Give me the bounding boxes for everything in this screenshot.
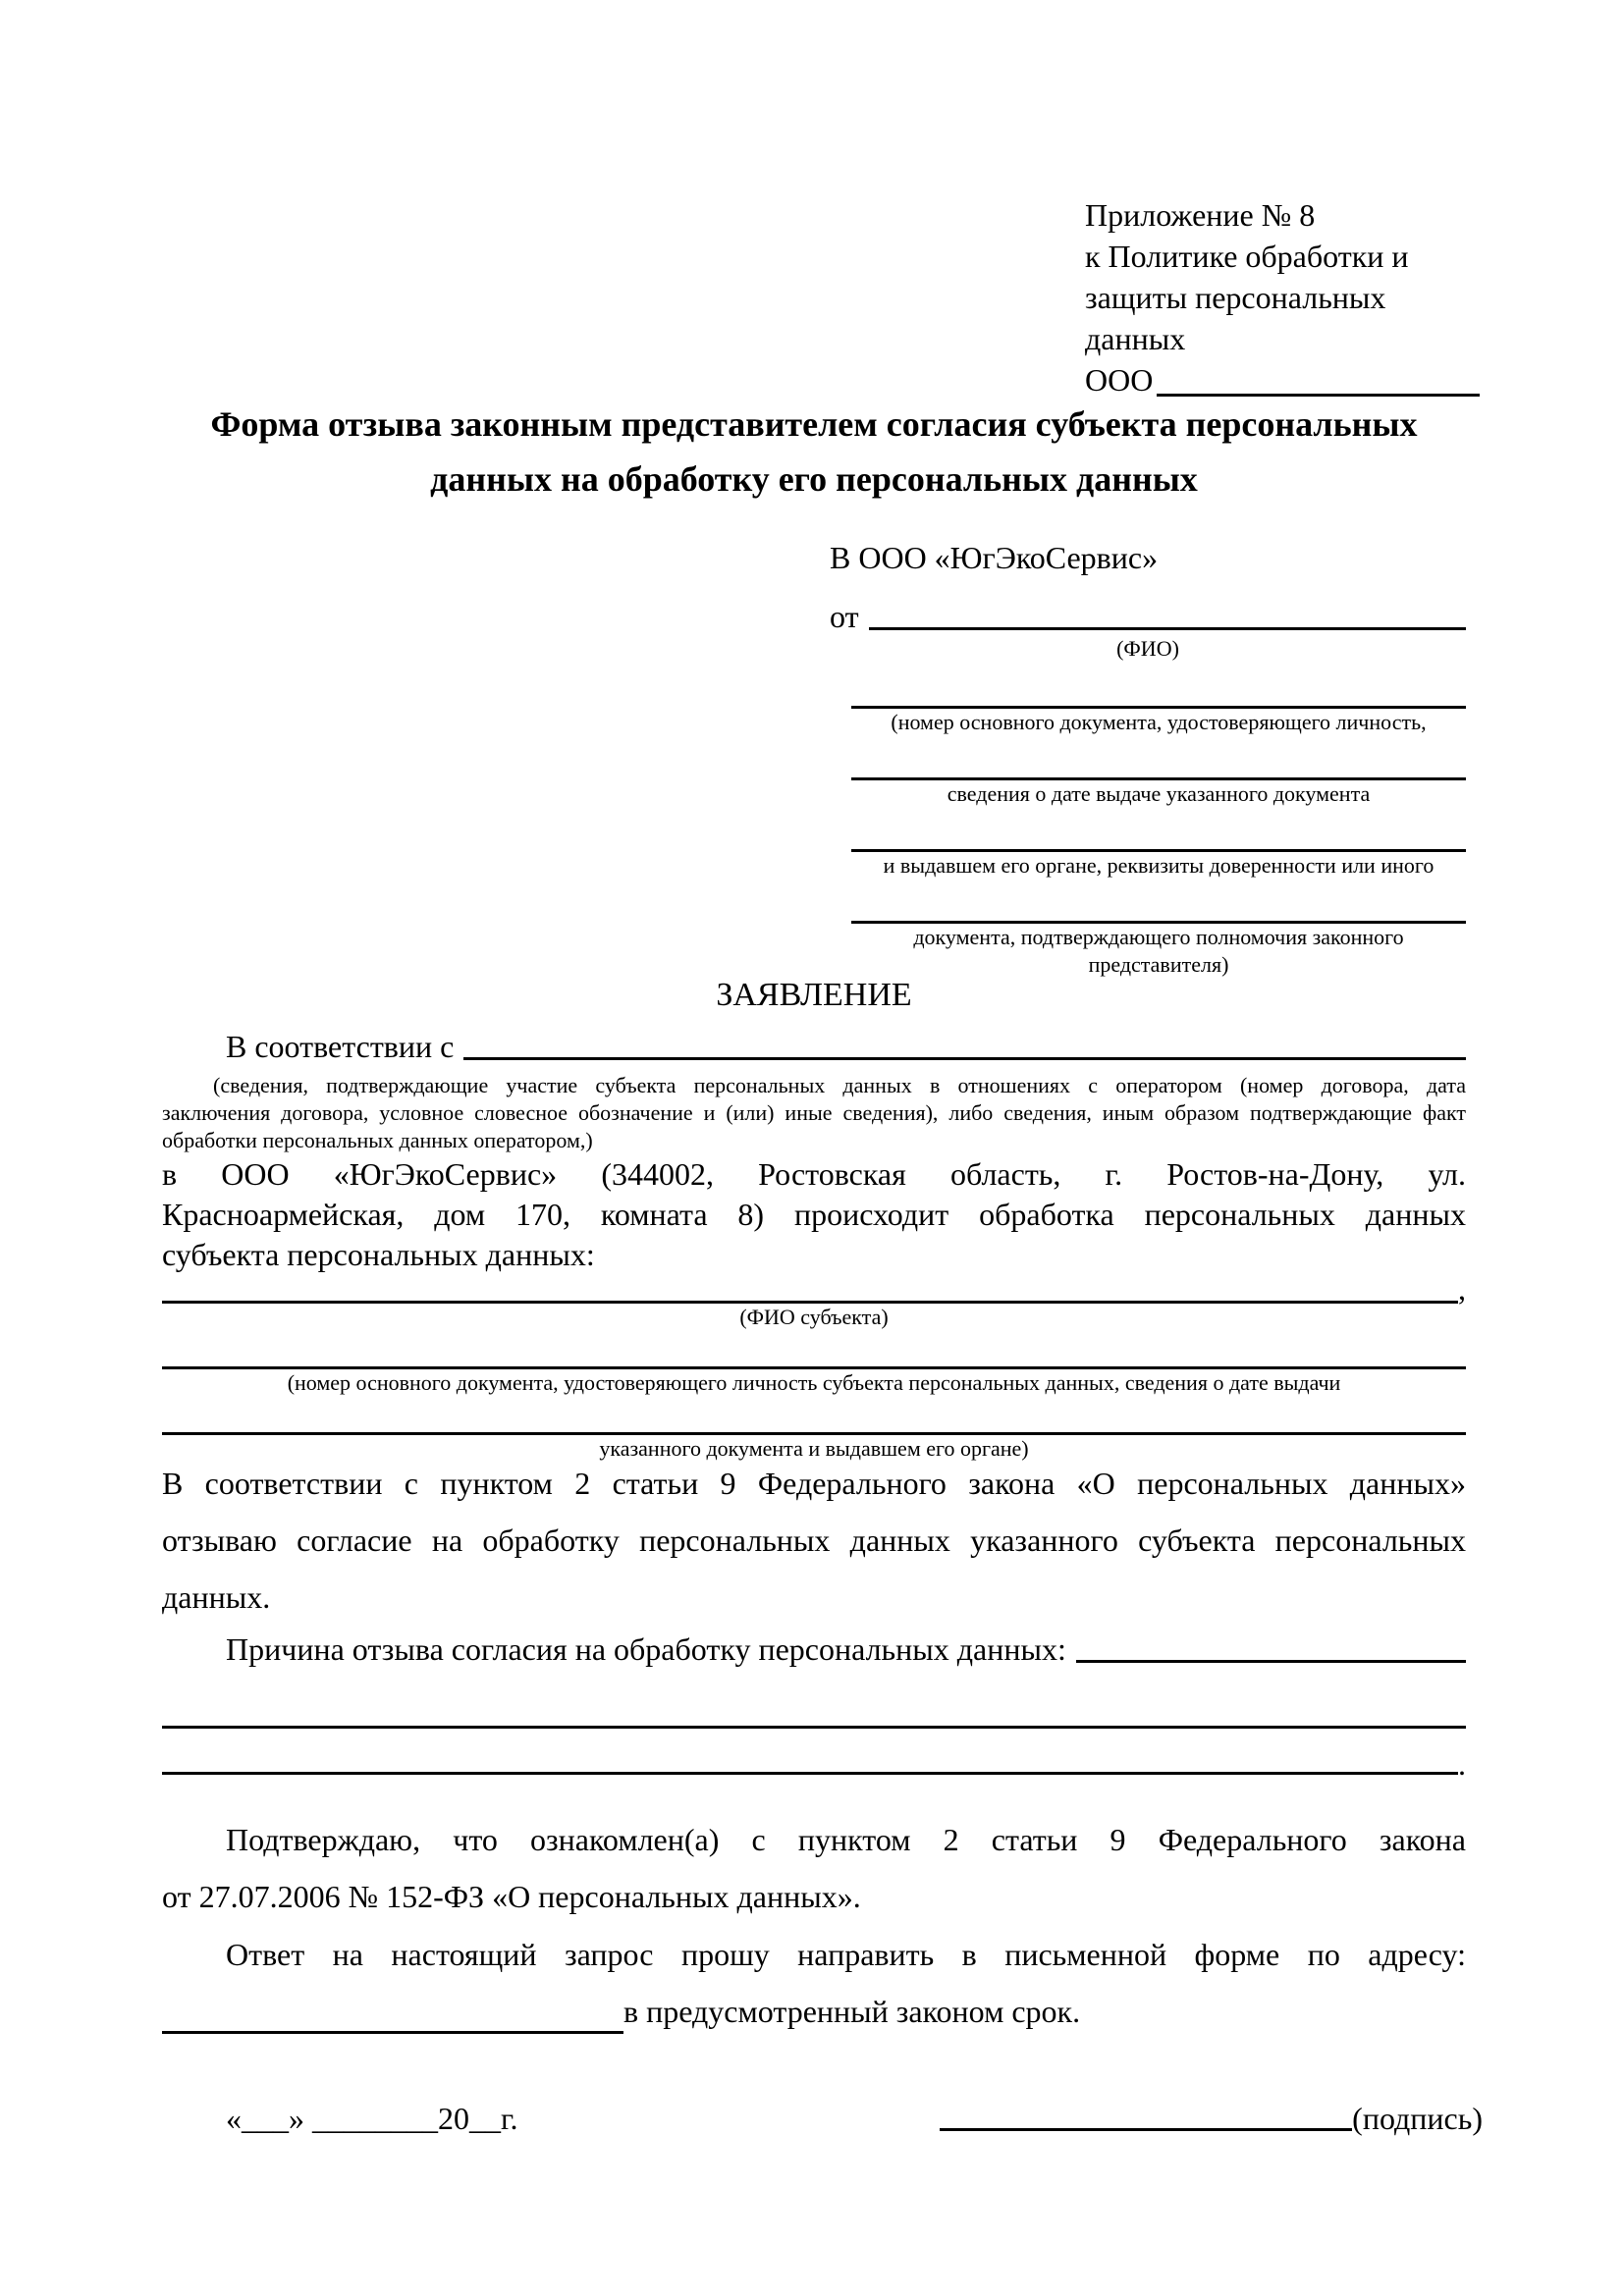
reply-paragraph [162,1926,1466,2040]
appendix-org-line [1085,359,1480,400]
reason-blank-line[interactable] [162,1771,1458,1775]
subject-fio-row [162,1271,1466,1307]
intro-label: В соответствии с [226,1029,455,1064]
subject-fields [162,1271,1466,1463]
subject-fio-caption: (ФИО субъекта) [739,1305,889,1329]
doc-field-group [851,808,1466,880]
addressee-to: В ООО «ЮгЭкоСервис» [830,540,1159,575]
doc-number-blank-field[interactable] [851,663,1466,709]
withdrawal-line: отзываю согласие на обработку персональных данных указанного субъекта персональных [162,1522,1466,1558]
representative-doc-fields [851,663,1466,979]
from-row [830,599,1466,635]
signature-caption: (подпись) [1352,2101,1483,2136]
fio-caption: (ФИО) [1116,636,1179,661]
subject-doc-blank-field[interactable] [162,1331,1466,1369]
reply-suffix: в предусмотренный законом срок. [623,1994,1081,2029]
document-title: Форма отзыва законным представителем согласия субъекта персональных данных на обработку его персональных данных [210,404,1418,499]
appendix-line: Приложение № 8 [1085,197,1316,233]
operator-line: субъекта персональных данных: [162,1237,595,1272]
withdrawal-line: В соответствии с пунктом 2 статьи 9 Федерального закона «О персональных данных» [162,1466,1466,1501]
withdrawal-paragraph [162,1455,1466,1626]
reason-continuation-lines [162,1681,1466,1783]
statement-heading: ЗАЯВЛЕНИЕ [716,977,912,1013]
intro-caption-line: (сведения, подтверждающие участие субъекта персональных данных в отношениях с оператором (номер договора, дата [213,1073,1466,1097]
intro-row [162,1029,1466,1065]
appendix-line: к Политике обработки и [1085,239,1409,274]
confirmation-line: от 27.07.2006 № 152-ФЗ «О персональных данных». [162,1879,861,1914]
subject-fio-blank-field[interactable] [162,1281,1458,1304]
subject-doc-caption: указанного документа и выдавшем его органе) [599,1436,1029,1461]
operator-line: в ООО «ЮгЭкоСервис» (344002, Ростовская область, г. Ростов-на-Дону, ул. [162,1156,1466,1192]
subject-doc-issuer-blank-field[interactable] [162,1397,1466,1435]
signature-blank-field[interactable] [940,2127,1352,2131]
doc-field-group [851,736,1466,808]
appendix-header [1085,194,1480,400]
reason-row [162,1631,1466,1668]
doc-authority-blank-field[interactable] [851,880,1466,924]
doc-issue-date-blank-field[interactable] [851,736,1466,780]
doc-caption: (номер основного документа, удостоверяющего личность, [891,710,1427,734]
intro-caption-line: обработки персональных данных оператором,) [162,1128,593,1152]
reply-line: Ответ на настоящий запрос прошу направить в письменной форме по адресу: [226,1937,1466,1972]
from-label: от [830,599,859,634]
confirmation-line: Подтверждаю, что ознакомлен(а) с пунктом 2 статьи 9 Федерального закона [226,1822,1466,1857]
doc-caption: сведения о дате выдаче указанного документа [947,781,1371,806]
basis-blank-field[interactable] [463,1056,1466,1060]
subject-doc-caption: (номер основного документа, удостоверяющего личность субъекта персональных данных, сведения о дате выдачи [287,1370,1341,1395]
withdrawal-line: данных. [162,1579,271,1615]
doc-caption: и выдавшем его органе, реквизиты доверенности или иного [883,853,1435,878]
addressee-block [830,538,1466,979]
blank-period: . [1458,1746,1466,1782]
reason-blank-line-row [162,1729,1466,1783]
signature-group [940,2099,1483,2138]
fio-comma: , [1458,1271,1466,1307]
doc-field-group [851,880,1466,979]
reason-label: Причина отзыва согласия на обработку персональных данных: [226,1631,1066,1667]
intro-caption [162,1072,1466,1154]
operator-paragraph [162,1154,1466,1275]
doc-caption: документа, подтверждающего полномочия законного представителя) [913,925,1404,977]
intro-caption-line: заключения договора, условное словесное обозначение и (или) иные сведения), либо сведения, иным образом подтверждающие факт [162,1100,1466,1125]
reason-blank-line[interactable] [162,1681,1466,1729]
date-blank-field[interactable]: «___» ________20__г. [226,2101,518,2136]
org-prefix: ООО [1085,362,1154,398]
doc-field-group [851,663,1466,736]
doc-issuer-blank-field[interactable] [851,808,1466,852]
appendix-line: защиты персональных данных [1085,280,1386,356]
operator-line: Красноармейская, дом 170, комната 8) происходит обработка персональных данных [162,1197,1466,1232]
confirmation-paragraph [162,1811,1466,1925]
reason-blank-field[interactable] [1076,1659,1466,1663]
from-fio-blank-field[interactable] [869,626,1466,630]
footer-row [162,2099,1483,2138]
reply-address-blank-field[interactable] [162,2030,623,2034]
reply-address-row [162,1983,1466,2040]
